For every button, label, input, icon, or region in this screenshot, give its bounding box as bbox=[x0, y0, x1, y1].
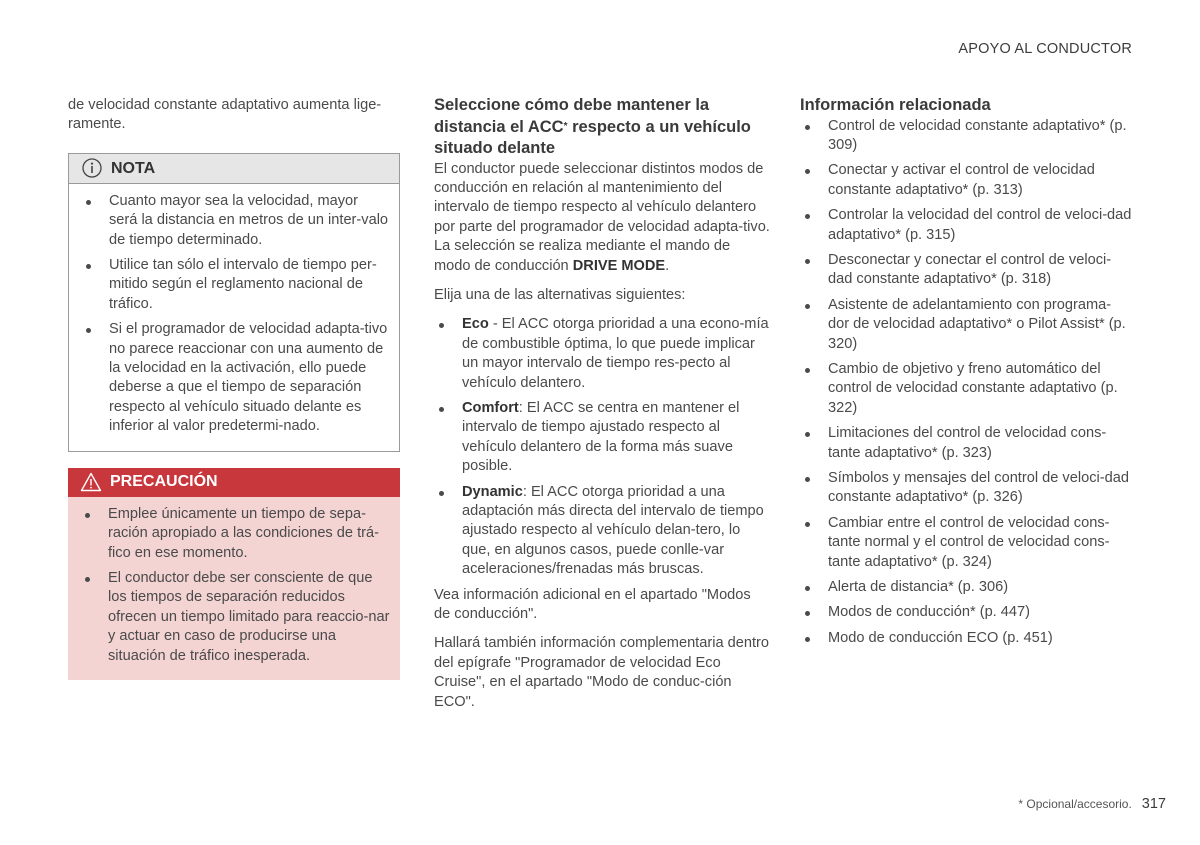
precaucion-header bbox=[68, 468, 400, 497]
related-link[interactable]: Controlar la velocidad del control de veloci-dad adaptativo* (p. 315) bbox=[800, 206, 1132, 245]
related-links-list bbox=[800, 117, 1132, 649]
nota-body bbox=[69, 184, 399, 451]
drive-mode-label: DRIVE MODE bbox=[572, 257, 666, 274]
related-link[interactable]: Asistente de adelantamiento con programa-dor de velocidad adaptativo* o Pilot Assist* (p. 320) bbox=[800, 296, 1132, 354]
paragraph: El conductor puede seleccionar distintos modos de conducción en relación al mantenimiento del intervalo de tiempo respecto al vehículo delantero por parte del programador de velocidad adapta-tivo. La selección se realiza mediante el mando de modo de conducción DRIVE MODE. bbox=[434, 160, 770, 274]
related-info-heading: Información relacionada bbox=[800, 96, 991, 114]
info-icon bbox=[81, 157, 103, 179]
footnote: * Opcional/accesorio. bbox=[1018, 796, 1132, 811]
intro-text: de velocidad constante adaptativo aumenta lige-ramente. bbox=[68, 97, 382, 133]
section-heading: Seleccione cómo debe mantener la distancia el ACC* respecto a un vehículo situado delante bbox=[434, 96, 751, 157]
nota-item: Si el programador de velocidad adapta-tivo no parece reaccionar con una aumento de la velocidad en la activación, ello puede deberse a que el tiempo de separación respecto al vehículo situado delante es inferior al valor predetermi-nado. bbox=[81, 320, 389, 436]
paragraph: Hallará también información complementaria dentro del epígrafe "Programador de velocidad Eco Cruise", en el apartado "Modo de conduc-ción ECO". bbox=[434, 635, 770, 710]
nota-box bbox=[68, 153, 400, 452]
mode-option-dynamic: Dynamic: El ACC otorga prioridad a una adaptación más directa del intervalo de tiempo ajustado respecto al vehículo delan-tero, lo que, en algunos casos, puede conlle-var aceleraciones/frenadas más bruscas. bbox=[434, 483, 770, 580]
precaucion-box bbox=[68, 468, 400, 680]
related-link[interactable]: Cambiar entre el control de velocidad cons-tante normal y el control de velocidad cons-tante adaptativo* (p. 324) bbox=[800, 514, 1132, 572]
nota-title: NOTA bbox=[111, 159, 156, 177]
nota-item: Utilice tan sólo el intervalo de tiempo per-mitido según el reglamento nacional de tráfico. bbox=[81, 256, 389, 314]
precaucion-body bbox=[68, 497, 400, 680]
column-middle bbox=[434, 96, 770, 722]
related-link[interactable]: Símbolos y mensajes del control de veloci-dad constante adaptativo* (p. 326) bbox=[800, 469, 1132, 508]
mode-option-comfort: Comfort: El ACC se centra en mantener el intervalo de tiempo ajustado respecto al vehículo delantero de la forma más suave posible. bbox=[434, 399, 770, 477]
precaucion-item: Emplee únicamente un tiempo de sepa-ración apropiado a las condiciones de trá-fico en ese momento. bbox=[80, 505, 390, 563]
related-link[interactable]: Modo de conducción ECO (p. 451) bbox=[800, 629, 1132, 648]
related-link[interactable]: Alerta de distancia* (p. 306) bbox=[800, 578, 1132, 597]
nota-item: Cuanto mayor sea la velocidad, mayor será la distancia en metros de un inter-valo de tiempo determinado. bbox=[81, 192, 389, 250]
precaucion-item: El conductor debe ser consciente de que los tiempos de separación reducidos ofrecen un tiempo limitado para reaccio-nar y actuar en caso de producirse una situación de tráfico inesperada. bbox=[80, 569, 390, 666]
column-left bbox=[68, 96, 400, 680]
optional-asterisk: * bbox=[563, 120, 568, 132]
related-link[interactable]: Desconectar y conectar el control de veloci-dad constante adaptativo* (p. 318) bbox=[800, 251, 1132, 290]
paragraph: Vea información adicional en el apartado "Modos de conducción". bbox=[434, 586, 751, 623]
related-link[interactable]: Limitaciones del control de velocidad cons-tante adaptativo* (p. 323) bbox=[800, 424, 1132, 463]
mode-option-eco: Eco - El ACC otorga prioridad a una econo-mía de combustible óptima, lo que puede implicar un mayor intervalo de tiempo res-pecto al vehículo delantero. bbox=[434, 315, 770, 393]
related-link[interactable]: Cambio de objetivo y freno automático del control de velocidad constante adaptativo (p. 322) bbox=[800, 360, 1132, 418]
column-right bbox=[800, 96, 1132, 654]
warning-triangle-icon bbox=[80, 471, 102, 493]
related-link[interactable]: Modos de conducción* (p. 447) bbox=[800, 603, 1132, 622]
page-number: 317 bbox=[1141, 795, 1166, 812]
page-header-title: APOYO AL CONDUCTOR bbox=[958, 41, 1132, 57]
paragraph: Elija una de las alternativas siguientes: bbox=[434, 286, 686, 303]
related-link[interactable]: Conectar y activar el control de velocidad constante adaptativo* (p. 313) bbox=[800, 161, 1132, 200]
page-footer bbox=[1018, 795, 1166, 814]
nota-header bbox=[69, 154, 399, 184]
related-link[interactable]: Control de velocidad constante adaptativo* (p. 309) bbox=[800, 117, 1132, 156]
precaucion-title: PRECAUCIÓN bbox=[110, 473, 218, 491]
